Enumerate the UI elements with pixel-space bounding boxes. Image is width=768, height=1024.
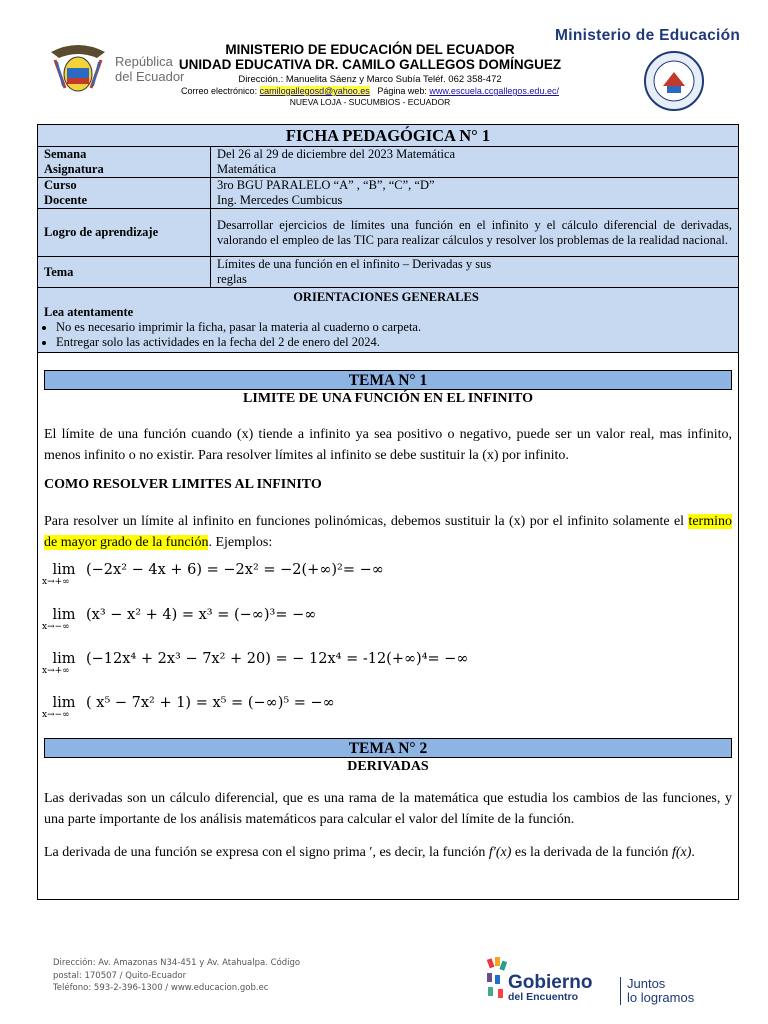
ministerio-brand: Ministerio de Educación [555,27,741,44]
juntos-slogan: Juntos lo logramos [620,977,694,1005]
ficha-info-table [37,124,739,353]
ecuador-coat-of-arms-logo [47,38,109,98]
email-link[interactable]: camilogallegosd@yahoo.es [259,86,370,96]
school-seal-logo [643,50,705,112]
list-item: • Entregar solo las actividades en la fecha del 2 de enero del 2024. [56,335,732,350]
logro-value: Desarrollar ejercicios de límites una función en el infinito y el cálculo diferencial de derivadas, valorando el empleo de las TIC para realizar cálculos y resolver los problemas de la realidad nacional. [211,209,739,257]
ficha-title: FICHA PEDAGÓGICA N° 1 [38,125,739,147]
republica-ecuador-label: República del Ecuador [115,54,185,84]
tema1-heading: COMO RESOLVER LIMITES AL INFINITO [44,477,322,492]
tema-label: Tema [38,257,211,288]
tema1-paragraph-2: Para resolver un límite al infinito en funciones polinómicas, debemos sustituir la (x) por el infinito solamente el termino de mayor grado de la función. Ejemplos: [44,514,732,550]
school-name: UNIDAD EDUCATIVA DR. CAMILO GALLEGOS DOMÍNGUEZ [178,57,562,72]
tema2-paragraph-2: La derivada de una función se expresa con el signo prima ′, es decir, la función f′(x) es la derivada de la función f(x). [44,845,695,860]
limit-example: lim x→+∞ (−2x² − 4x + 6) = −2x² = −2(+∞)²= −∞ [42,562,384,587]
footer-address: Dirección: Av. Amazonas N34-451 y Av. Atahualpa. Código postal: 170507 / Quito-Ecuador Teléfono: 593-2-396-1300 / www.educacion.gob.ec [53,958,301,993]
gobierno-brand: Gobierno del Encuentro [508,972,593,1003]
curso-value: 3ro BGU PARALELO “A” , “B”, “C”, “D” Ing. Mercedes Cumbicus [211,178,739,209]
logro-label: Logro de aprendizaje [38,209,211,257]
tema2-subtitle: DERIVADAS [347,759,429,774]
tema2-paragraph: Las derivadas son un cálculo diferencial, que es una rama de la matemática que estudia los cambios de las funciones, y una parte importante de los análisis matemáticos para calcular el valor del límite de la función. [44,791,732,827]
orientaciones-title: ORIENTACIONES GENERALES [293,290,479,304]
tema1-paragraph: El límite de una función cuando (x) tiende a infinito ya sea positivo o negativo, puede ser un valor real, mas infinito, menos infinito o no existir. Para resolver límites al infinito se debe sustituir la (x) por infinito. [44,427,732,463]
contact-line: Correo electrónico: camilogallegosd@yahoo.es Página web: www.escuela.ccgallegos.edu.ec/ [181,86,559,96]
orientaciones-list [40,320,732,350]
tema1-bar: TEMA N° 1 [44,370,732,390]
semana-value: Del 26 al 29 de diciembre del 2023 Matemática Matemática [211,147,739,178]
website-link[interactable]: www.escuela.ccgallegos.edu.ec/ [429,86,559,96]
city-line: NUEVA LOJA - SUCUMBIOS - ECUADOR [289,97,451,107]
lea-atentamente: Lea atentamente [44,305,134,319]
ministry-title: MINISTERIO DE EDUCACIÓN DEL ECUADOR [225,42,515,57]
gobierno-logo-icon [486,955,508,1003]
limit-example: lim x→−∞ (x³ − x² + 4) = x³ = (−∞)³= −∞ [42,607,317,632]
semana-label: Semana Asignatura [38,147,211,178]
school-address: Dirección.: Manuelita Sáenz y Marco Subía Teléf. 062 358-472 [238,74,502,85]
tema2-bar: TEMA N° 2 [44,738,732,758]
highlighted-text: termino de mayor grado de la función [44,514,732,550]
limit-example: lim x→−∞ ( x⁵ − 7x² + 1) = x⁵ = (−∞)⁵ = −∞ [42,695,335,720]
tema-value: Límites de una función en el infinito – Derivadas y sus reglas [211,257,739,288]
orientaciones-section [38,288,739,353]
list-item: • No es necesario imprimir la ficha, pasar la materia al cuaderno o carpeta. [56,320,732,335]
tema1-subtitle: LIMITE DE UNA FUNCIÓN EN EL INFINITO [243,391,533,406]
curso-label: Curso Docente [38,178,211,209]
limit-example: lim x→+∞ (−12x⁴ + 2x³ − 7x² + 20) = − 12x⁴ = -12(+∞)⁴= −∞ [42,651,469,676]
